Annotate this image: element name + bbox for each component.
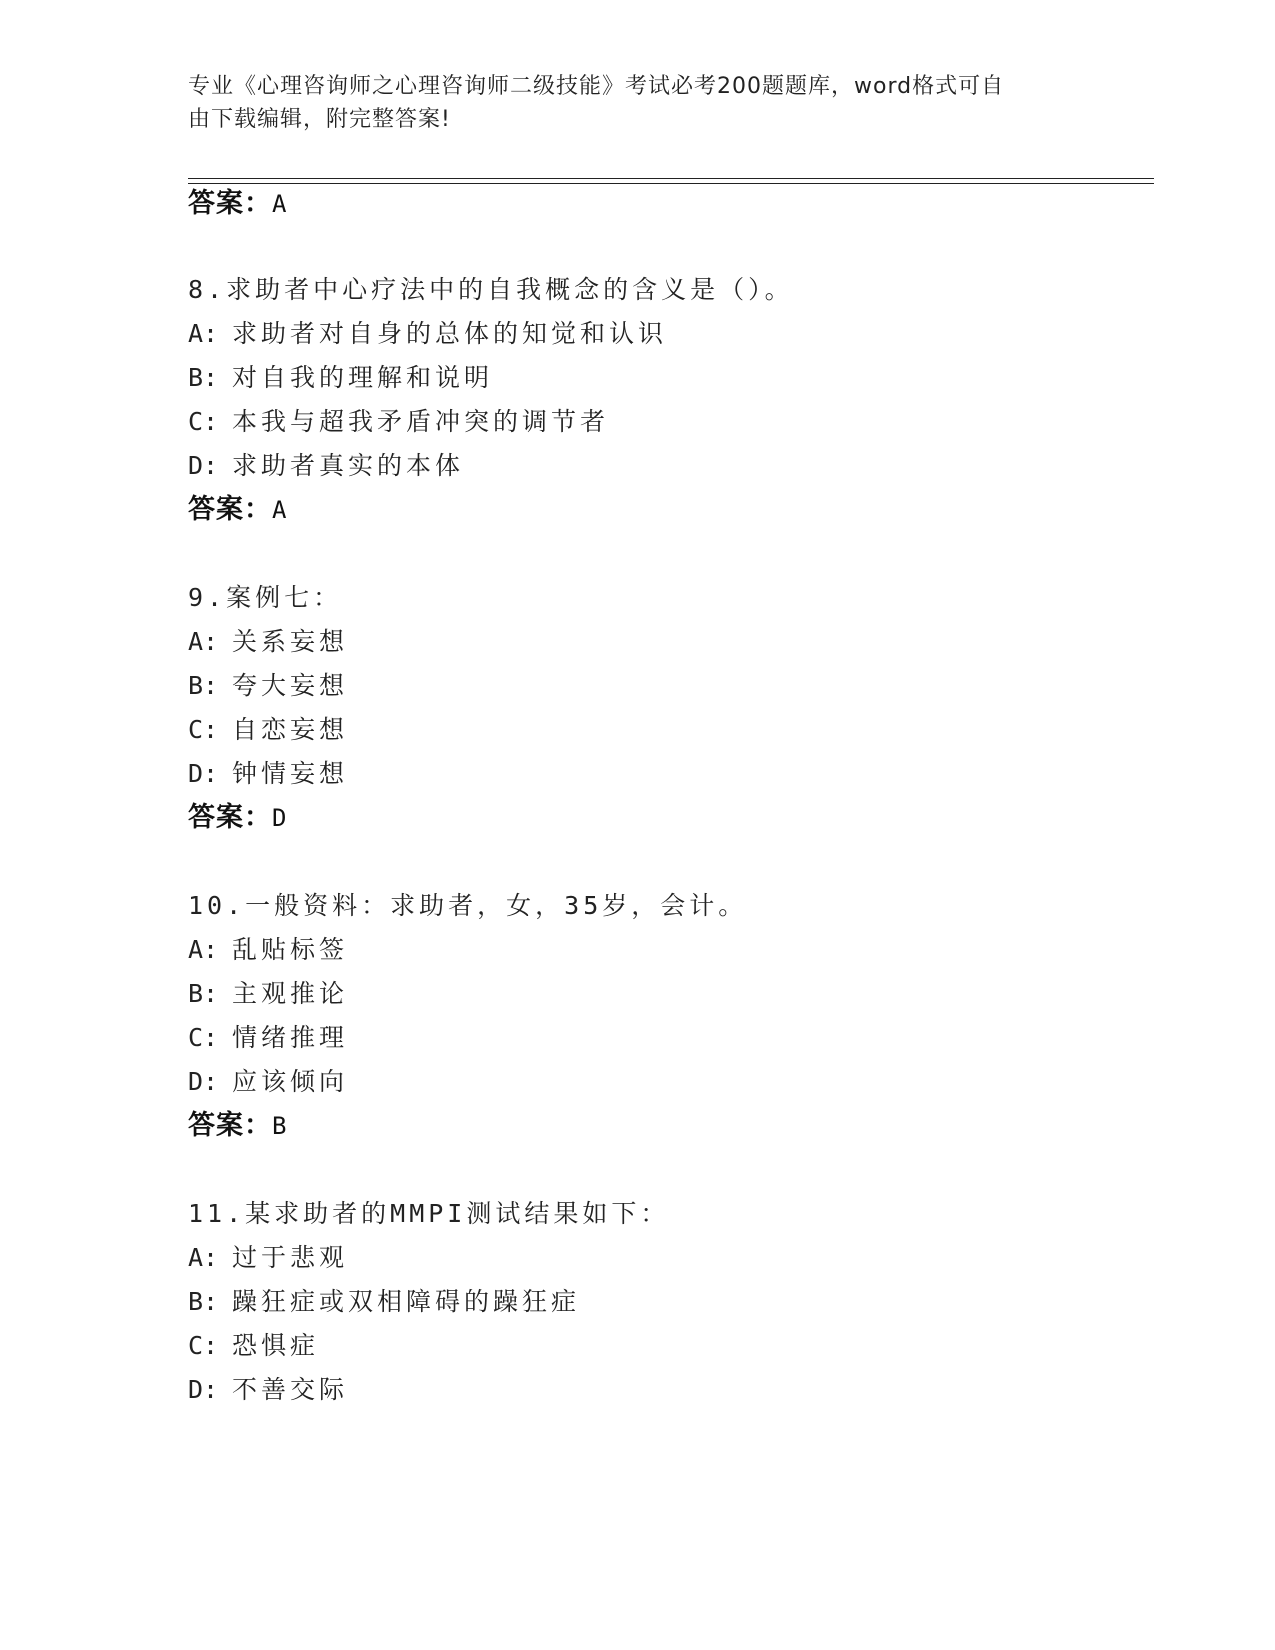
header-line-2: 由下载编辑，附完整答案! (188, 107, 451, 132)
option-key: A: (188, 935, 219, 964)
option-text: 乱贴标签 (232, 935, 349, 964)
question-8-option-d (188, 448, 464, 484)
option-text: 自恋妄想 (232, 715, 349, 744)
question-10-option-b (188, 976, 348, 1012)
question-11-stem: 11.某求助者的MMPI测试结果如下： (188, 1199, 670, 1228)
question-9-stem: 9.案例七： (188, 583, 343, 612)
option-key: D: (188, 759, 219, 788)
answer-value: A (272, 496, 288, 524)
header-line-1: 专业《心理咨询师之心理咨询师二级技能》考试必考200题题库，word格式可自 (188, 74, 1005, 99)
answer-q8 (188, 492, 287, 528)
option-key: D: (188, 451, 219, 480)
option-text: 夸大妄想 (232, 671, 349, 700)
answer-prev (188, 186, 287, 222)
question-9-option-a (188, 624, 348, 660)
option-text: 钟情妄想 (232, 759, 349, 788)
option-key: D: (188, 1067, 219, 1096)
question-8-stem: 8.求助者中心疗法中的自我概念的含义是（）。 (188, 275, 794, 304)
answer-label: 答案： (188, 1110, 272, 1141)
option-text: 求助者对自身的总体的知觉和认识 (232, 319, 668, 348)
answer-value: A (272, 190, 288, 218)
question-9-option-d (188, 756, 348, 792)
option-text: 本我与超我矛盾冲突的调节者 (232, 407, 610, 436)
question-11-option-c (188, 1328, 319, 1364)
option-key: B: (188, 979, 219, 1008)
option-text: 关系妄想 (232, 627, 349, 656)
option-key: C: (188, 407, 219, 436)
option-text: 求助者真实的本体 (232, 451, 465, 480)
answer-value: D (272, 804, 288, 832)
question-11-option-b (188, 1284, 580, 1320)
option-key: B: (188, 671, 219, 700)
question-10-option-a (188, 932, 348, 968)
answer-label: 答案： (188, 188, 272, 219)
answer-value: B (272, 1112, 288, 1140)
question-10-option-d (188, 1064, 348, 1100)
question-9-option-b (188, 668, 348, 704)
option-text: 应该倾向 (232, 1067, 349, 1096)
option-key: C: (188, 1023, 219, 1052)
question-9-option-c (188, 712, 348, 748)
option-key: B: (188, 1287, 219, 1316)
option-key: A: (188, 319, 219, 348)
option-key: B: (188, 363, 219, 392)
option-text: 情绪推理 (232, 1023, 349, 1052)
option-text: 躁狂症或双相障碍的躁狂症 (232, 1287, 581, 1316)
option-text: 恐惧症 (232, 1331, 320, 1360)
option-text: 不善交际 (232, 1375, 349, 1404)
option-text: 过于悲观 (232, 1243, 349, 1272)
option-key: A: (188, 1243, 219, 1272)
answer-label: 答案： (188, 494, 272, 525)
option-key: D: (188, 1375, 219, 1404)
question-8-option-c (188, 404, 609, 440)
question-11-option-a (188, 1240, 348, 1276)
question-10-option-c (188, 1020, 348, 1056)
header-rule-top (188, 178, 1154, 179)
answer-q9 (188, 800, 287, 836)
option-key: C: (188, 1331, 219, 1360)
question-8-option-b (188, 360, 493, 396)
option-text: 对自我的理解和说明 (232, 363, 494, 392)
answer-label: 答案： (188, 802, 272, 833)
option-text: 主观推论 (232, 979, 349, 1008)
question-10-stem: 10.一般资料：求助者，女，35岁，会计。 (188, 891, 748, 920)
question-11-option-d (188, 1372, 348, 1408)
answer-q10 (188, 1108, 287, 1144)
option-key: C: (188, 715, 219, 744)
question-8-option-a (188, 316, 667, 352)
header-rule-bottom (188, 183, 1154, 184)
document-header (188, 70, 1068, 136)
option-key: A: (188, 627, 219, 656)
